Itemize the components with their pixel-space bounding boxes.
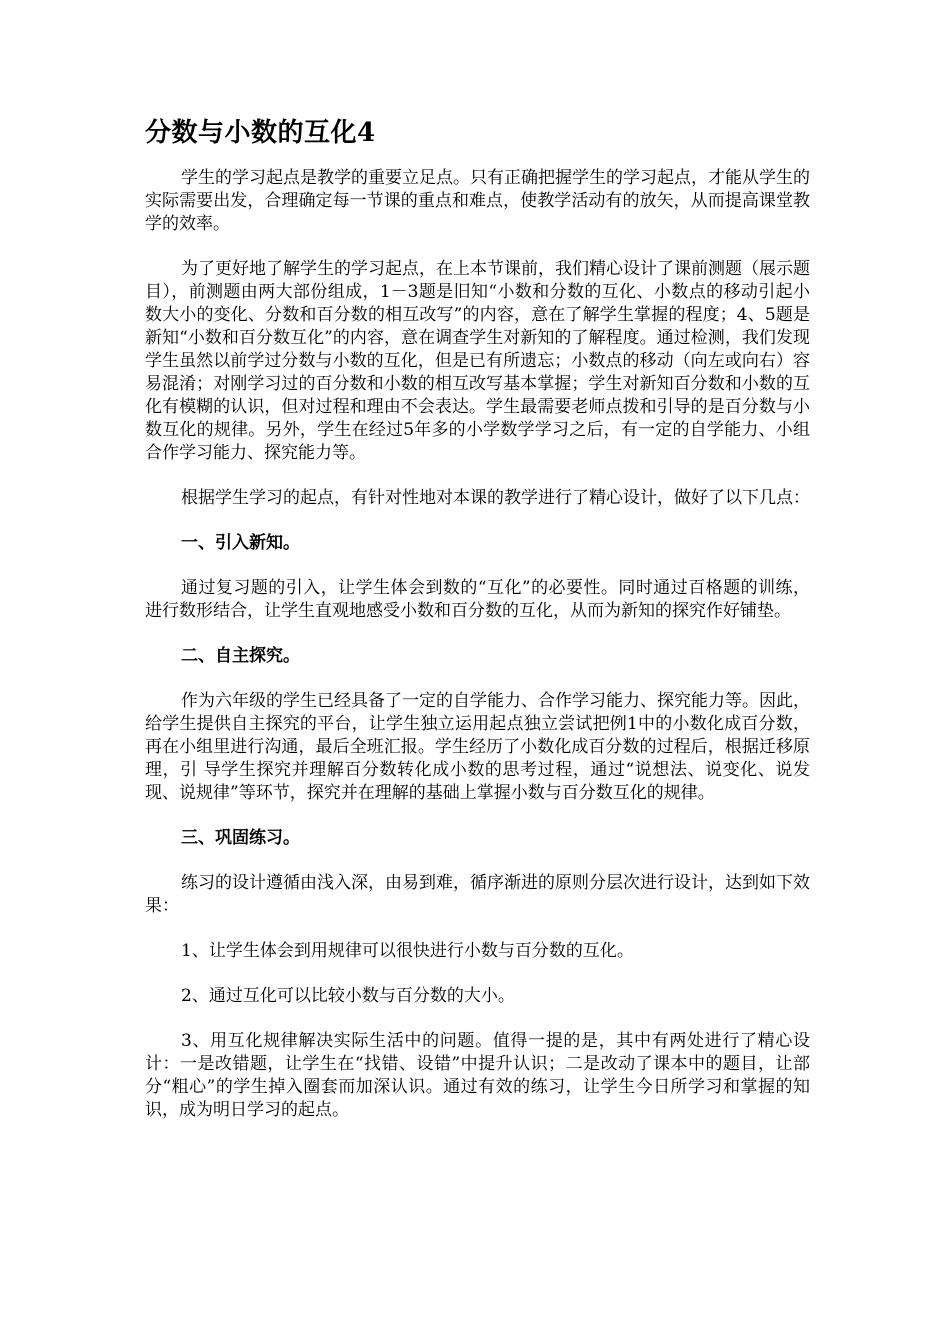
document-title: 分数与小数的互化4: [145, 118, 376, 148]
paragraph-section-1: 通过复习题的引入，让学生体会到数的“互化”的必要性。同时通过百格题的训练，进行数形结合，让学生直观地感受小数和百分数的互化，从而为新知的探究作好铺垫。: [145, 578, 810, 621]
paragraph-intro: 学生的学习起点是教学的重要立足点。只有正确把握学生的学习起点，才能从学生的实际需要出发，合理确定每一节课的重点和难点，使教学活动有的放矢，从而提高课堂教学的效率。: [145, 168, 810, 234]
list-item-3: 3、用互化规律解决实际生活中的问题。值得一提的是，其中有两处进行了精心设计：一是改错题，让学生在“找错、设错”中提升认识；二是改动了课本中的题目，让部分“粗心”的学生掉入圈套而加深认识。通过有效的练习，让学生今日所学习和掌握的知识，成为明日学习的起点。: [145, 1031, 810, 1120]
list-item-1: 1、让学生体会到用规律可以很快进行小数与百分数的互化。: [181, 941, 634, 961]
paragraph-pretest: 为了更好地了解学生的学习起点，在上本节课前，我们精心设计了课前测题（展示题目），前测题由两大部份组成，1－3题是旧知“小数和分数的互化、小数点的移动引起小数大小的变化、分数和百分数的相互改写”的内容，意在了解学生掌握的程度；4、5题是新知“小数和百分数互化”的内容，意在调查学生对新知的了解程度。通过检测，我们发现学生虽然以前学过分数与小数的互化，但是已有所遗忘；小数点的移动（向左或向右）容易混淆；对刚学习过的百分数和小数的相互改写基本掌握；学生对新知百分数和小数的互化有模糊的认识，但对过程和理由不会表达。学生最需要老师点拨和引导的是百分数与小数互化的规律。另外，学生在经过5年多的小学数学学习之后，有一定的自学能力、小组合作学习能力、探究能力等。: [145, 259, 810, 463]
paragraph-design: 根据学生学习的起点，有针对性地对本课的教学进行了精心设计，做好了以下几点：: [181, 488, 810, 508]
list-item-2: 2、通过互化可以比较小数与百分数的大小。: [181, 986, 515, 1006]
section-heading-2: 二、自主探究。: [181, 646, 300, 666]
paragraph-section-3: 练习的设计遵循由浅入深，由易到难，循序渐进的原则分层次进行设计，达到如下效果：: [145, 873, 810, 916]
paragraph-section-2: 作为六年级的学生已经具备了一定的自学能力、合作学习能力、探究能力等。因此，给学生提供自主探究的平台，让学生独立运用起点独立尝试把例1中的小数化成百分数，再在小组里进行沟通，最后全班汇报。学生经历了小数化成百分数的过程后，根据迁移原理，引 导学生探究并理解百分数转化成小数的思考过程，通过“说想法、说变化、说发现、说规律”等环节，探究并在理解的基础上掌握小数与百分数互化的规律。: [145, 691, 810, 803]
section-heading-3: 三、巩固练习。: [181, 828, 300, 848]
document-page: [145, 115, 810, 1144]
section-heading-1: 一、引入新知。: [181, 533, 300, 553]
